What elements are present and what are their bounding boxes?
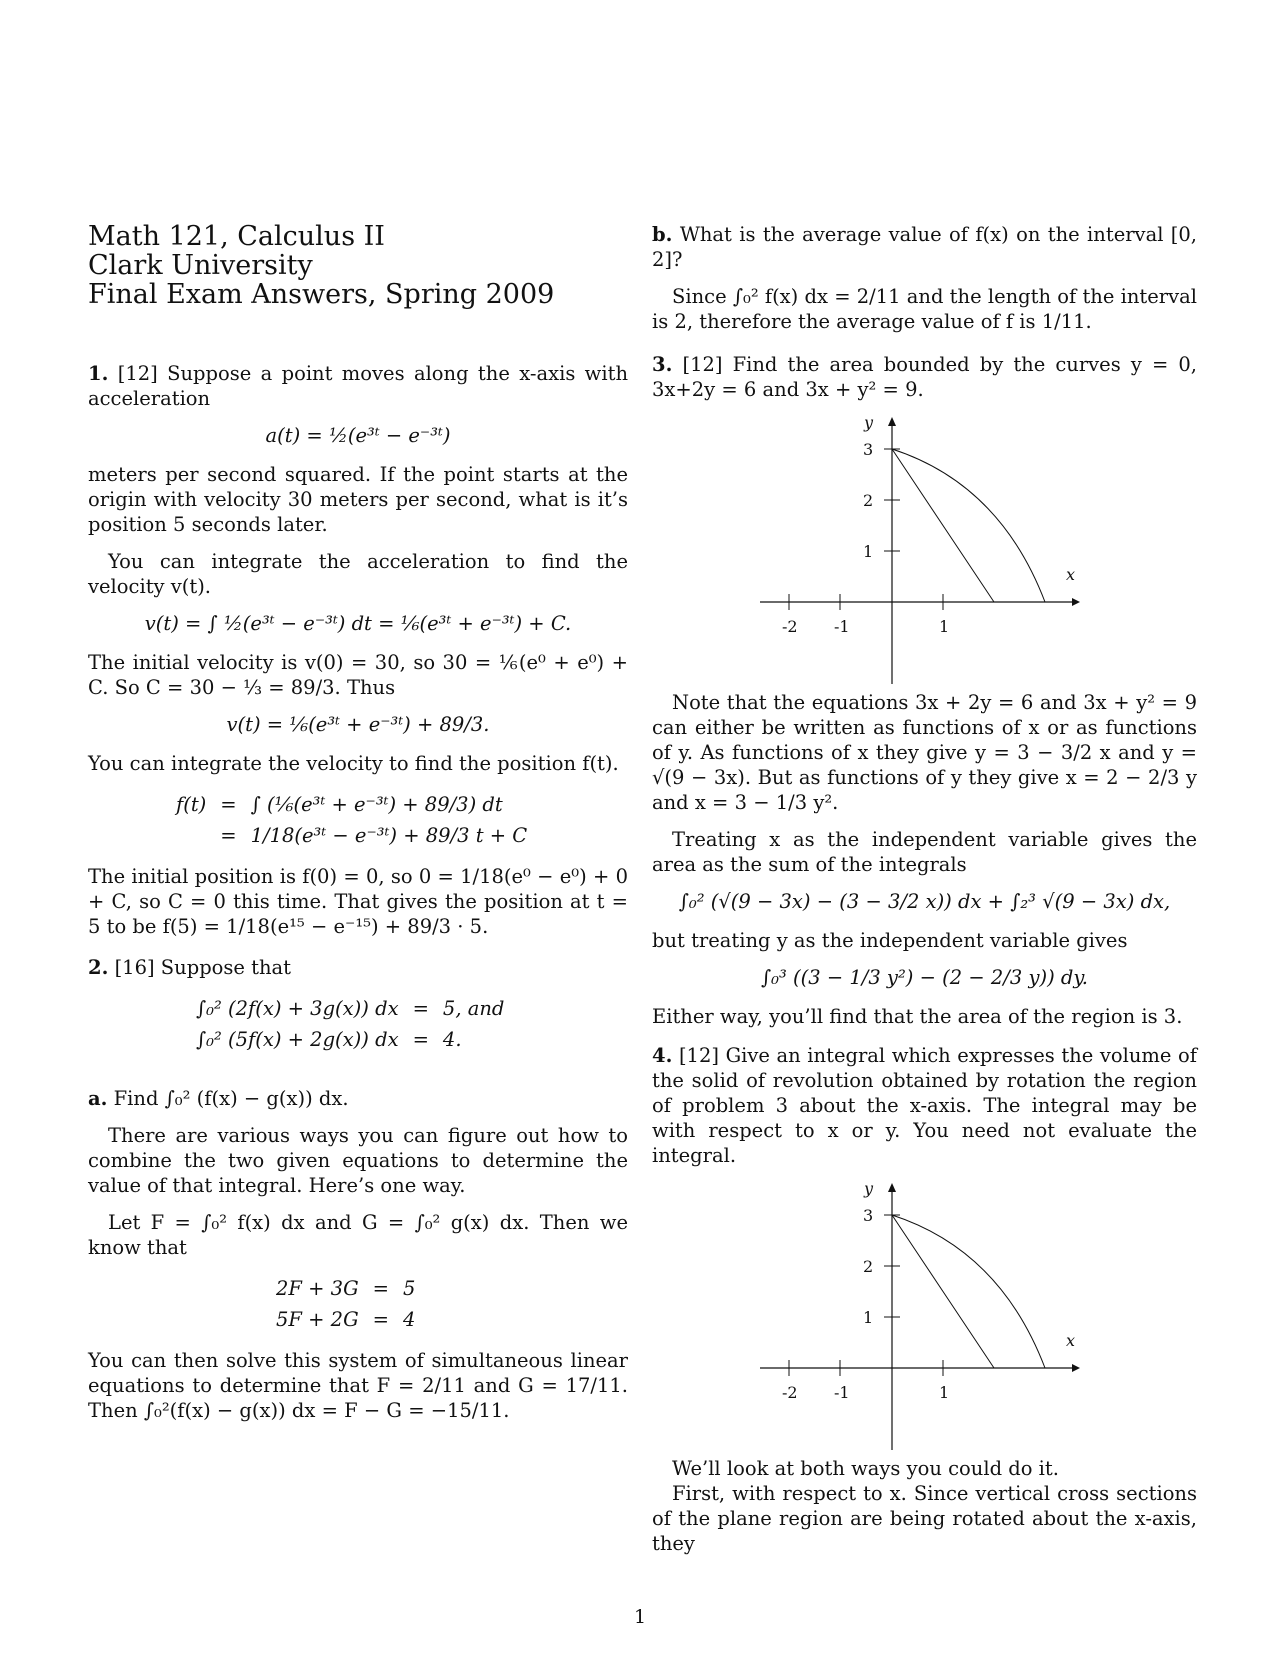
problem-1-statement-cont: meters per second squared. If the point starts at the origin with velocity 30 meters per second, what is it’s position 5 seconds later.	[88, 463, 628, 536]
part-a-label: a.	[88, 1087, 108, 1110]
y-tick-label: 1	[862, 542, 873, 561]
problem-1-number: 1.	[88, 362, 109, 385]
course-title: Math 121, Calculus II	[88, 221, 385, 252]
equation-velocity: v(t) = ⅙(e³ᵗ + e⁻³ᵗ) + 89/3.	[226, 713, 490, 736]
answer-3-paragraph-1: Note that the equations 3x + 2y = 6 and 3x + y² = 9 can either be written as functions of x or as functions of y. As functions of x they give y = 3 − 3/2 x and y = √(9 − 3x). But as functions of y they give x = 2 − 2/3 y and x = 3 − 1/3 y².	[652, 691, 1197, 814]
problem-1-text: [12] Suppose a point moves along the x-axis with acceleration	[88, 362, 628, 410]
equation-velocity-integral: v(t) = ∫ ½(e³ᵗ − e⁻³ᵗ) dt = ⅙(e³ᵗ + e⁻³ᵗ) + C.	[144, 612, 572, 635]
fg-eq2-rhs: 4	[403, 1308, 416, 1331]
part-a-statement	[88, 1086, 628, 1111]
x-tick-label: -2	[781, 1383, 798, 1402]
parabola-boundary	[892, 449, 1045, 602]
x-axis-label: x	[1065, 565, 1075, 584]
x-axis-arrow	[1072, 1364, 1080, 1372]
y-tick-label: 1	[862, 1308, 873, 1327]
position-rhs-2: 1/18(e³ᵗ − e⁻³ᵗ) + 89/3 t + C	[250, 824, 528, 847]
answer-1-paragraph-4: The initial position is f(0) = 0, so 0 = 1/18(e⁰ − e⁰) + 0 + C, so C = 0 this time. That gives the position at t = 5 to be f(5) = 1/18(e¹⁵ − e⁻¹⁵) + 89/3 · 5.	[88, 865, 628, 938]
problem-3-statement	[652, 352, 1197, 402]
fg-eq1-lhs: 2F + 3G	[276, 1277, 359, 1300]
problem-4-number: 4.	[652, 1044, 673, 1067]
part-b-label: b.	[652, 223, 673, 246]
part-b-statement	[652, 222, 1197, 272]
x-tick-label: -1	[833, 617, 850, 636]
y-axis-arrow	[888, 1183, 896, 1192]
position-lhs: f(t)	[176, 793, 207, 816]
x-tick-label: -1	[833, 1383, 850, 1402]
problem-3-number: 3.	[652, 353, 673, 376]
y-axis-label: y	[863, 1180, 873, 1198]
system-eq2-rhs: 4.	[442, 1028, 462, 1051]
region-graph-1	[760, 414, 1090, 684]
y-tick-label: 3	[862, 1206, 873, 1225]
answer-3-paragraph-2: Treating x as the independent variable gives the area as the sum of the integrals	[652, 828, 1197, 876]
problem-2-text: [16] Suppose that	[114, 956, 292, 979]
answer-1-paragraph-3: You can integrate the velocity to find the position f(t).	[88, 752, 619, 775]
x-axis-label: x	[1065, 1331, 1075, 1350]
y-tick-label: 3	[862, 440, 873, 459]
equation-position: f(t) = ∫ (⅙(e³ᵗ + e⁻³ᵗ) + 89/3) dt = 1/18(e³ᵗ − e⁻³ᵗ) + 89/3 t + C	[168, 788, 535, 852]
answer-a-paragraph-2: Let F = ∫₀² f(x) dx and G = ∫₀² g(x) dx. Then we know that	[88, 1211, 628, 1259]
x-tick-label: 1	[938, 617, 949, 636]
y-axis-label: y	[863, 414, 873, 432]
x-axis-arrow	[1072, 598, 1080, 606]
problem-1-statement	[88, 361, 628, 411]
y-tick-label: 2	[862, 1257, 873, 1276]
answer-b-paragraph-1: Since ∫₀² f(x) dx = 2/11 and the length of the interval is 2, therefore the average value of f is 1/11.	[652, 285, 1197, 333]
answer-1-paragraph-2: The initial velocity is v(0) = 30, so 30 = ⅙(e⁰ + e⁰) + C. So C = 30 − ⅓ = 89/3. Thus	[88, 651, 628, 699]
answer-3-paragraph-3: but treating y as the independent variable gives	[652, 929, 1128, 952]
equation-acceleration: a(t) = ½(e³ᵗ − e⁻³ᵗ)	[265, 424, 451, 447]
equation-area-x: ∫₀² (√(9 − 3x) − (3 − 3/2 x)) dx + ∫₂³ √(9 − 3x) dx,	[678, 890, 1171, 913]
answer-3-paragraph-4: Either way, you’ll find that the area of the region is 3.	[652, 1005, 1183, 1028]
answer-4-paragraph-2: First, with respect to x. Since vertical cross sections of the plane region are being rotated about the x-axis, they	[652, 1482, 1197, 1555]
problem-4-statement	[652, 1043, 1197, 1168]
equation-system-fg: 2F + 3G = 5 5F + 2G = 4	[268, 1272, 423, 1336]
answer-a-paragraph-3: You can then solve this system of simultaneous linear equations to determine that F = 2/11 and G = 17/11. Then ∫₀²(f(x) − g(x)) dx = F − G = −15/11.	[88, 1349, 628, 1422]
equation-system-integrals: ∫₀² (2f(x) + 3g(x)) dx = 5, and ∫₀² (5f(x) + 2g(x)) dx = 4.	[188, 992, 512, 1056]
problem-4-text: [12] Give an integral which expresses the volume of the solid of revolution obtained by rotation the region of problem 3 about the x-axis. The integral may be with respect to x or y. You need not evaluate the integral.	[652, 1044, 1197, 1167]
part-b-text: What is the average value of f(x) on the interval [0, 2]?	[652, 223, 1198, 271]
university-name: Clark University	[88, 250, 313, 281]
problem-3-text: [12] Find the area bounded by the curves y = 0, 3x+2y = 6 and 3x + y² = 9.	[652, 353, 1197, 401]
equation-area-y: ∫₀³ ((3 − 1/3 y²) − (2 − 2/3 y)) dy.	[761, 966, 1088, 989]
x-tick-label: -2	[781, 617, 798, 636]
fg-eq1-rhs: 5	[403, 1277, 416, 1300]
page-number: 1	[633, 1606, 647, 1628]
position-rhs-1: ∫ (⅙(e³ᵗ + e⁻³ᵗ) + 89/3) dt	[250, 793, 503, 816]
region-graph-2	[760, 1180, 1090, 1450]
y-tick-label: 2	[862, 491, 873, 510]
problem-2-number: 2.	[88, 956, 109, 979]
fg-eq2-lhs: 5F + 2G	[276, 1308, 359, 1331]
left-column	[88, 222, 628, 1435]
exam-title: Final Exam Answers, Spring 2009	[88, 279, 555, 310]
right-column	[652, 222, 1197, 1568]
parabola-boundary	[892, 1215, 1045, 1368]
y-axis-arrow	[888, 417, 896, 426]
answer-a-paragraph-1: There are various ways you can figure out how to combine the two given equations to determine the value of that integral. Here’s one way.	[88, 1124, 628, 1197]
system-eq1-lhs: ∫₀² (2f(x) + 3g(x)) dx	[196, 997, 399, 1020]
answer-4-paragraph-1: We’ll look at both ways you could do it.	[672, 1457, 1059, 1480]
x-tick-label: 1	[938, 1383, 949, 1402]
document-header	[88, 222, 628, 309]
problem-2-statement	[88, 955, 628, 980]
part-a-text: Find ∫₀² (f(x) − g(x)) dx.	[113, 1087, 349, 1110]
answer-1-paragraph-1: You can integrate the acceleration to find the velocity v(t).	[88, 550, 628, 598]
system-eq1-rhs: 5, and	[442, 997, 505, 1020]
system-eq2-lhs: ∫₀² (5f(x) + 2g(x)) dx	[196, 1028, 399, 1051]
